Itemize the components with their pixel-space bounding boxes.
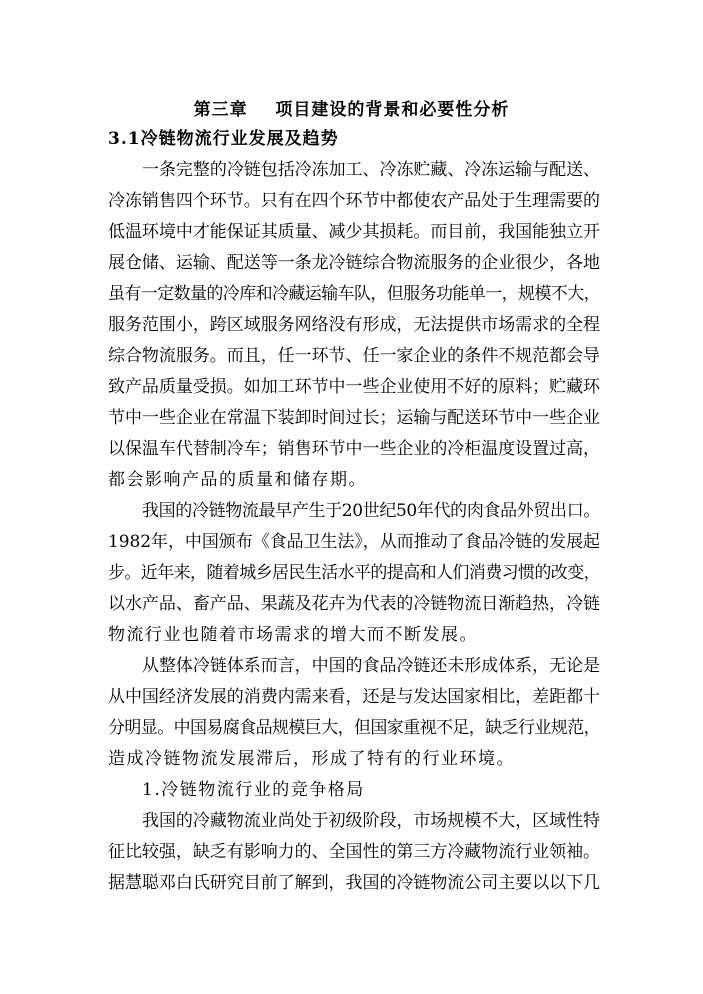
paragraph-line: 以保温车代替制冷车；销售环节中一些企业的冷柜温度设置过高，: [108, 439, 600, 459]
paragraph-line: 低温环境中才能保证其质量、减少其损耗。而目前，我国能独立开: [108, 222, 600, 242]
paragraph-line: 据慧聪邓白氏研究目前了解到，我国的冷链物流公司主要以以下几: [108, 873, 600, 893]
paragraph-line: 从中国经济发展的消费内需来看，还是与发达国家相比，差距都十: [108, 687, 600, 707]
paragraph-line: 一条完整的冷链包括冷冻加工、冷冻贮藏、冷冻运输与配送、: [142, 160, 600, 180]
paragraph-line: 从整体冷链体系而言，中国的食品冷链还未形成体系，无论是: [142, 656, 600, 676]
paragraph-line: 征比较强，缺乏有影响力的、全国性的第三方冷藏物流行业领袖。: [108, 842, 600, 862]
chapter-title: 第三章 项目建设的背景和必要性分析: [193, 100, 510, 120]
paragraph-line: 致产品质量受损。如加工环节中一些企业使用不好的原料；贮藏环: [108, 377, 600, 397]
paragraph-line: 步。近年来，随着城乡居民生活水平的提高和人们消费习惯的改变，: [108, 563, 600, 583]
paragraph-line: 物流行业也随着市场需求的增大而不断发展。: [108, 625, 478, 645]
paragraph-line: 服务范围小，跨区域服务网络没有形成，无法提供市场需求的全程: [108, 315, 600, 335]
paragraph-line: 我国的冷链物流最早产生于20世纪50年代的肉食品外贸出口。: [142, 501, 600, 521]
paragraph-line: 我国的冷藏物流业尚处于初级阶段，市场规模不大，区域性特: [142, 811, 600, 831]
paragraph-line: 以水产品、畜产品、果蔬及花卉为代表的冷链物流日渐趋热，冷链: [108, 594, 600, 614]
paragraph-line: 冷冻销售四个环节。只有在四个环节中都使农产品处于生理需要的: [108, 191, 600, 211]
subsection-heading: 1.冷链物流行业的竞争格局: [142, 780, 365, 800]
paragraph-line: 虽有一定数量的冷库和冷藏运输车队，但服务功能单一，规模不大，: [108, 284, 600, 304]
paragraph-line: 造成冷链物流发展滞后，形成了特有的行业环境。: [108, 749, 515, 769]
paragraph-line: 综合物流服务。而且，任一环节、任一家企业的条件不规范都会导: [108, 346, 600, 366]
paragraph-line: 都会影响产品的质量和储存期。: [108, 470, 367, 490]
paragraph-line: 1982年，中国颁布《食品卫生法》，从而推动了食品冷链的发展起: [108, 532, 600, 552]
paragraph-line: 分明显。中国易腐食品规模巨大，但国家重视不足，缺乏行业规范，: [108, 718, 600, 738]
paragraph-line: 展仓储、运输、配送等一条龙冷链综合物流服务的企业很少，各地: [108, 253, 600, 273]
paragraph-line: 节中一些企业在常温下装卸时间过长；运输与配送环节中一些企业: [108, 408, 600, 428]
section-title: 3.1冷链物流行业发展及趋势: [108, 129, 339, 149]
